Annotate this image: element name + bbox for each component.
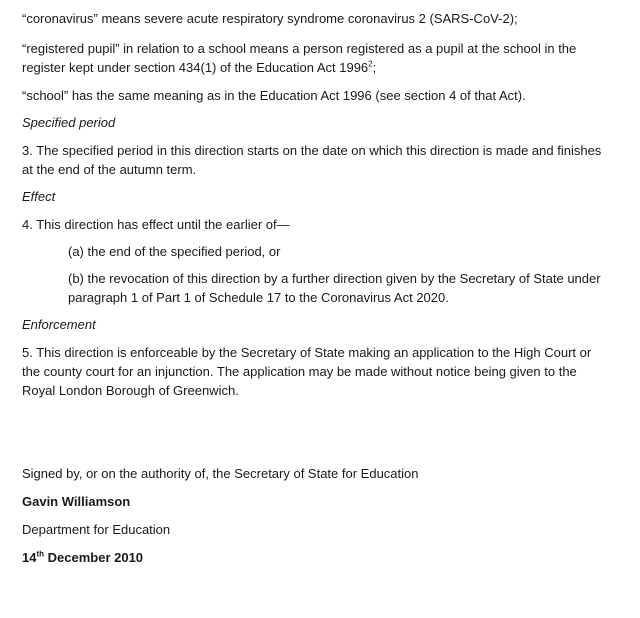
paragraph-4: 4. This direction has effect until the earlier of—: [22, 217, 290, 232]
paragraph-4-item-a: (a) the end of the specified period, or: [68, 244, 281, 259]
definition-registered-pupil: [22, 39, 612, 77]
definition-coronavirus: “coronavirus” means severe acute respiratory syndrome coronavirus 2 (SARS-CoV-2);: [22, 11, 518, 26]
paragraph-5: 5. This direction is enforceable by the Secretary of State making an application to the High Court or the county court for an injunction. The application may be made without notice being given to the Royal London Borough of Greenwich.: [22, 345, 592, 398]
definition-school: “school” has the same meaning as in the Education Act 1996 (see section 4 of that Act).: [22, 88, 526, 103]
date-ordinal: th: [36, 549, 45, 559]
department-name: Department for Education: [22, 522, 171, 537]
definition-registered-pupil-end: ;: [372, 60, 377, 75]
paragraph-3: 3. The specified period in this direction starts on the date on which this direction is made and finishes at the end of the autumn term.: [22, 143, 602, 177]
signature-date: [22, 548, 612, 567]
signatory-name: Gavin Williamson: [22, 494, 131, 509]
definition-registered-pupil-text: “registered pupil” in relation to a school means a person registered as a pupil at the school in the register kept under section 434(1) of the Education Act 1996: [22, 41, 577, 75]
document-page: [22, 9, 612, 576]
heading-effect: Effect: [22, 189, 56, 204]
heading-specified-period: Specified period: [22, 115, 116, 130]
footnote-marker: 2: [368, 59, 373, 69]
signature-line: Signed by, or on the authority of, the Secretary of State for Education: [22, 466, 419, 481]
date-month-year: December 2010: [44, 550, 144, 565]
date-day: 14: [22, 550, 37, 565]
heading-enforcement: Enforcement: [22, 317, 96, 332]
paragraph-4-item-b: (b) the revocation of this direction by a further direction given by the Secretary of State under paragraph 1 of Part 1 of Schedule 17 to the Coronavirus Act 2020.: [68, 271, 601, 305]
